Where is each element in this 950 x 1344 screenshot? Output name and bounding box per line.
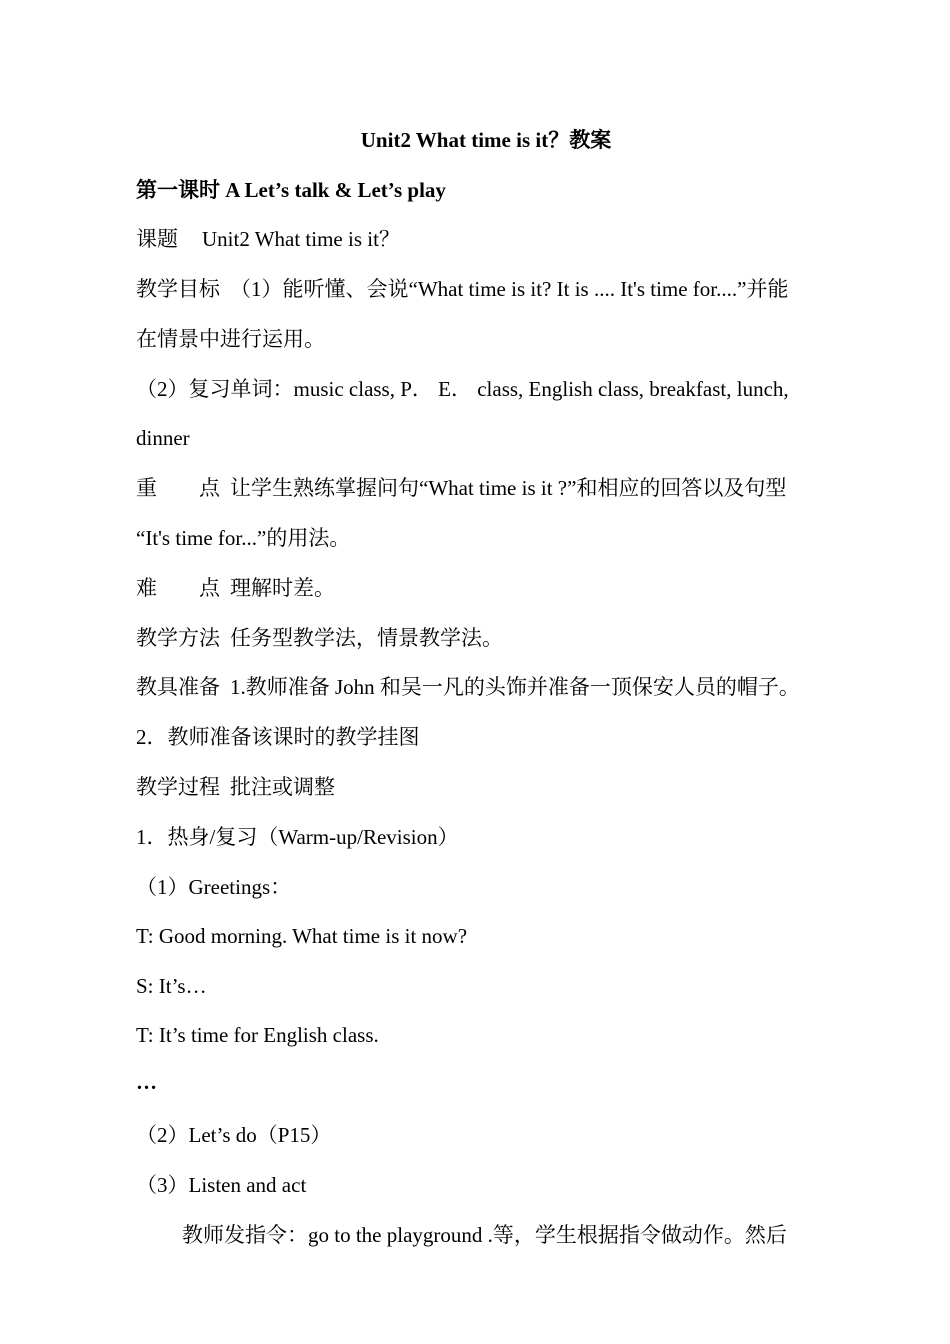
objective-label: 教学目标 [136,277,220,301]
dialog-line-2: S: It’s… [136,974,207,998]
instruction-text: 教师发指令：go to the playground .等，学生根据指令做动作。然后 [182,1223,787,1247]
key-text-a: 让学生熟练掌握问句“What time is it ?”和相应的回答以及句型 [230,476,787,500]
document-title: Unit2 What time is it？教案 [360,128,612,152]
objective-text-1a: （1）能听懂、会说“What time is it? It is .... It's time for....”并能 [230,277,789,301]
listen-item: （3）Listen and act [136,1173,307,1197]
objective-text-2a: （2）复习单词：music class, P． E． class, English class, breakfast, lunch, [136,377,789,401]
letsdo-item: （2）Let’s do（P15） [136,1123,332,1147]
difficulty-label: 难 点 [136,576,220,600]
objective-row-1 [136,275,788,303]
ellipsis-line: … [136,1070,157,1094]
process-label: 教学过程 [136,775,220,799]
topic-row [136,225,400,253]
topic-value: Unit2 What time is it？ [202,227,400,251]
key-row [136,474,786,502]
method-row [136,624,503,652]
topic-label: 课题 [136,227,178,251]
objective-text-1b: 在情景中进行运用。 [136,327,325,351]
greetings-item: （1）Greetings： [136,875,292,899]
process-note: 批注或调整 [230,775,335,799]
warmup-heading: 1．热身/复习（Warm-up/Revision） [136,825,459,849]
dialog-line-1: T: Good morning. What time is it now? [136,924,468,948]
tools-label: 教具准备 [136,675,220,699]
lesson-heading: 第一课时 A Let’s talk & Let’s play [136,178,446,202]
key-label: 重 点 [136,476,220,500]
key-text-b: “It's time for...”的用法。 [136,526,351,550]
tools-row [136,673,800,701]
method-value: 任务型教学法，情景教学法。 [230,626,503,650]
process-row [136,773,335,801]
method-label: 教学方法 [136,626,220,650]
tools-text-2: 2．教师准备该课时的教学挂图 [136,725,420,749]
tools-text-1: 1.教师准备 John 和吴一凡的头饰并准备一顶保安人员的帽子。 [230,675,800,699]
difficulty-value: 理解时差。 [230,576,335,600]
dialog-line-3: T: It’s time for English class. [136,1023,379,1047]
objective-text-2b: dinner [136,426,190,450]
difficulty-row [136,574,335,602]
